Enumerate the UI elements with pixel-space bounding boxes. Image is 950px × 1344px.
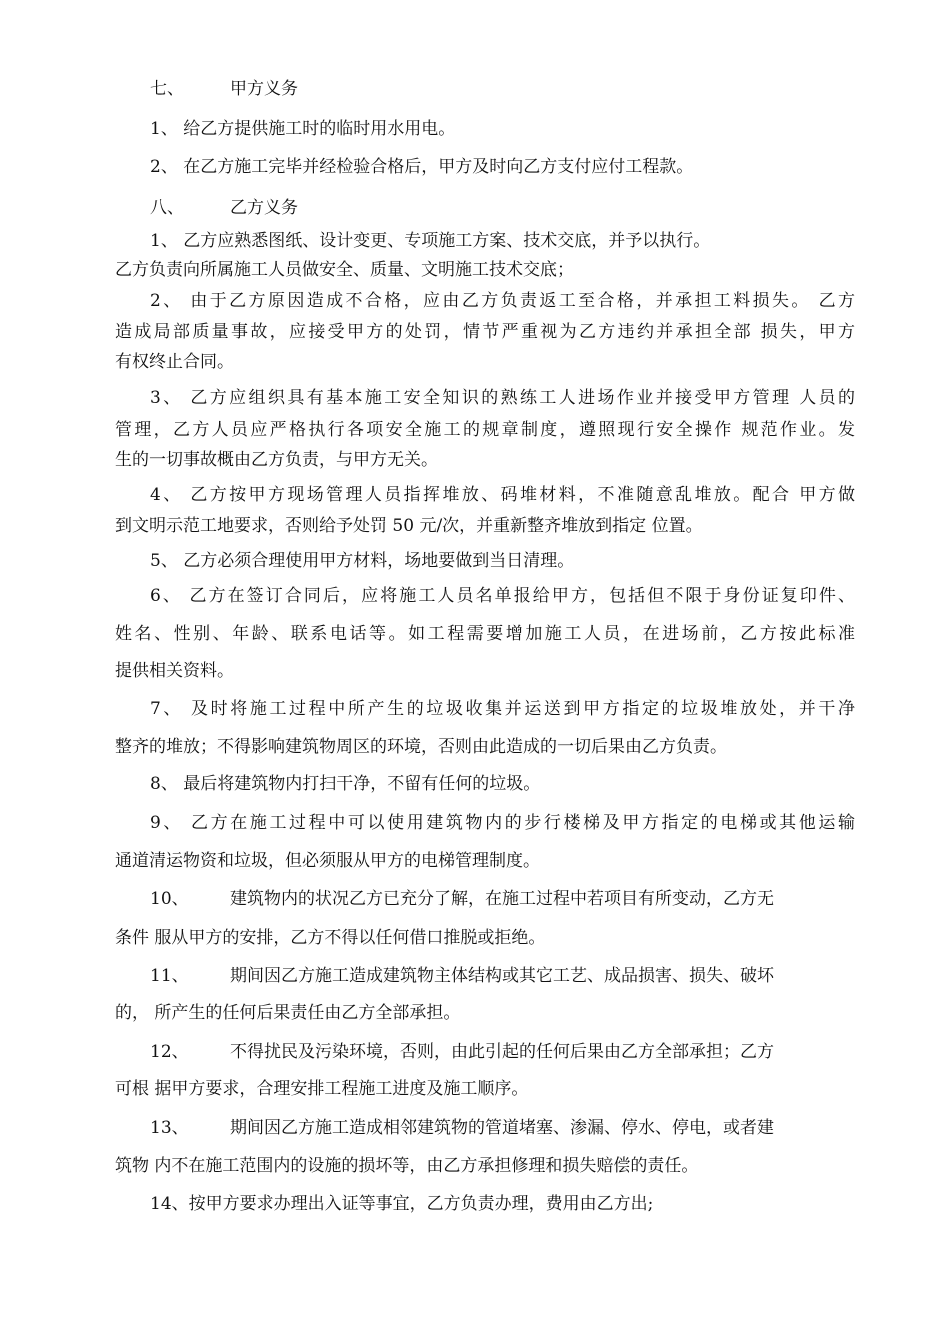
paragraph-line: 有权终止合同。 xyxy=(115,352,234,372)
paragraph-line: 9、 乙方在施工过程中可以使用建筑物内的步行楼梯及甲方指定的电梯或其他运输 xyxy=(150,813,855,833)
paragraph-line: 管理，乙方人员应严格执行各项安全施工的规章制度，遵照现行安全操作 规范作业。发 xyxy=(115,420,855,440)
paragraph-line: 5、 乙方必须合理使用甲方材料，场地要做到当日清理。 xyxy=(150,551,575,571)
paragraph-line: 3、 乙方应组织具有基本施工安全知识的熟练工人进场作业并接受甲方管理 人员的 xyxy=(150,388,855,408)
numbered-item-10 xyxy=(150,887,855,911)
paragraph-line: 乙方负责向所属施工人员做安全、质量、文明施工技术交底； xyxy=(115,260,574,280)
item-text: 建筑物内的状况乙方已充分了解，在施工过程中若项目有所变动，乙方无 xyxy=(230,889,774,909)
paragraph-line: 条件 服从甲方的安排，乙方不得以任何借口推脱或拒绝。 xyxy=(115,928,546,948)
paragraph-line: 1、 给乙方提供施工时的临时用水用电。 xyxy=(150,119,456,139)
paragraph-line: 14、按甲方要求办理出入证等事宜，乙方负责办理，费用由乙方出; xyxy=(150,1194,654,1214)
item-number: 13、 xyxy=(150,1118,189,1138)
numbered-item-13 xyxy=(150,1116,855,1140)
paragraph-line: 筑物 内不在施工范围内的设施的损坏等，由乙方承担修理和损失赔偿的责任。 xyxy=(115,1156,699,1176)
paragraph-line: 4、 乙方按甲方现场管理人员指挥堆放、码堆材料，不准随意乱堆放。配合 甲方做 xyxy=(150,485,855,505)
paragraph-line: 到文明示范工地要求，否则给予处罚 50 元/次，并重新整齐堆放到指定 位置。 xyxy=(115,516,703,536)
section-number: 七、 xyxy=(150,79,184,99)
paragraph-line: 1、 乙方应熟悉图纸、设计变更、专项施工方案、技术交底，并予以执行。 xyxy=(150,231,711,251)
section-heading-7 xyxy=(150,77,855,101)
paragraph-line: 2、 由于乙方原因造成不合格，应由乙方负责返工至合格，并承担工料损失。 乙方 xyxy=(150,291,855,311)
item-text: 期间因乙方施工造成建筑物主体结构或其它工艺、成品损害、损失、破坏 xyxy=(230,966,774,986)
section-heading-8 xyxy=(150,196,855,220)
item-number: 10、 xyxy=(150,889,189,909)
numbered-item-12 xyxy=(150,1040,855,1064)
item-text: 期间因乙方施工造成相邻建筑物的管道堵塞、渗漏、停水、停电，或者建 xyxy=(230,1118,774,1138)
item-number: 11、 xyxy=(150,966,189,986)
paragraph-line: 通道清运物资和垃圾，但必须服从甲方的电梯管理制度。 xyxy=(115,851,540,871)
paragraph-line: 2、 在乙方施工完毕并经检验合格后，甲方及时向乙方支付应付工程款。 xyxy=(150,157,694,177)
paragraph-line: 姓名、性别、年龄、联系电话等。如工程需要增加施工人员，在进场前，乙方按此标准 xyxy=(115,624,855,644)
paragraph-line: 可根 据甲方要求，合理安排工程施工进度及施工顺序。 xyxy=(115,1079,529,1099)
paragraph-line: 8、 最后将建筑物内打扫干净，不留有任何的垃圾。 xyxy=(150,774,541,794)
paragraph-line: 提供相关资料。 xyxy=(115,661,234,681)
paragraph-line: 的， 所产生的任何后果责任由乙方全部承担。 xyxy=(115,1003,461,1023)
paragraph-line: 7、 及时将施工过程中所产生的垃圾收集并运送到甲方指定的垃圾堆放处，并干净 xyxy=(150,699,855,719)
section-title: 甲方义务 xyxy=(230,79,298,99)
item-number: 12、 xyxy=(150,1042,189,1062)
paragraph-line: 6、 乙方在签订合同后，应将施工人员名单报给甲方，包括但不限于身份证复印件、 xyxy=(150,586,855,606)
paragraph-line: 生的一切事故概由乙方负责，与甲方无关。 xyxy=(115,450,438,470)
item-text: 不得扰民及污染环境，否则，由此引起的任何后果由乙方全部承担；乙方 xyxy=(230,1042,774,1062)
section-title: 乙方义务 xyxy=(230,198,298,218)
section-number: 八、 xyxy=(150,198,184,218)
paragraph-line: 造成局部质量事故，应接受甲方的处罚，情节严重视为乙方违约并承担全部 损失，甲方 xyxy=(115,322,855,342)
numbered-item-11 xyxy=(150,964,855,988)
paragraph-line: 整齐的堆放；不得影响建筑物周区的环境，否则由此造成的一切后果由乙方负责。 xyxy=(115,737,727,757)
